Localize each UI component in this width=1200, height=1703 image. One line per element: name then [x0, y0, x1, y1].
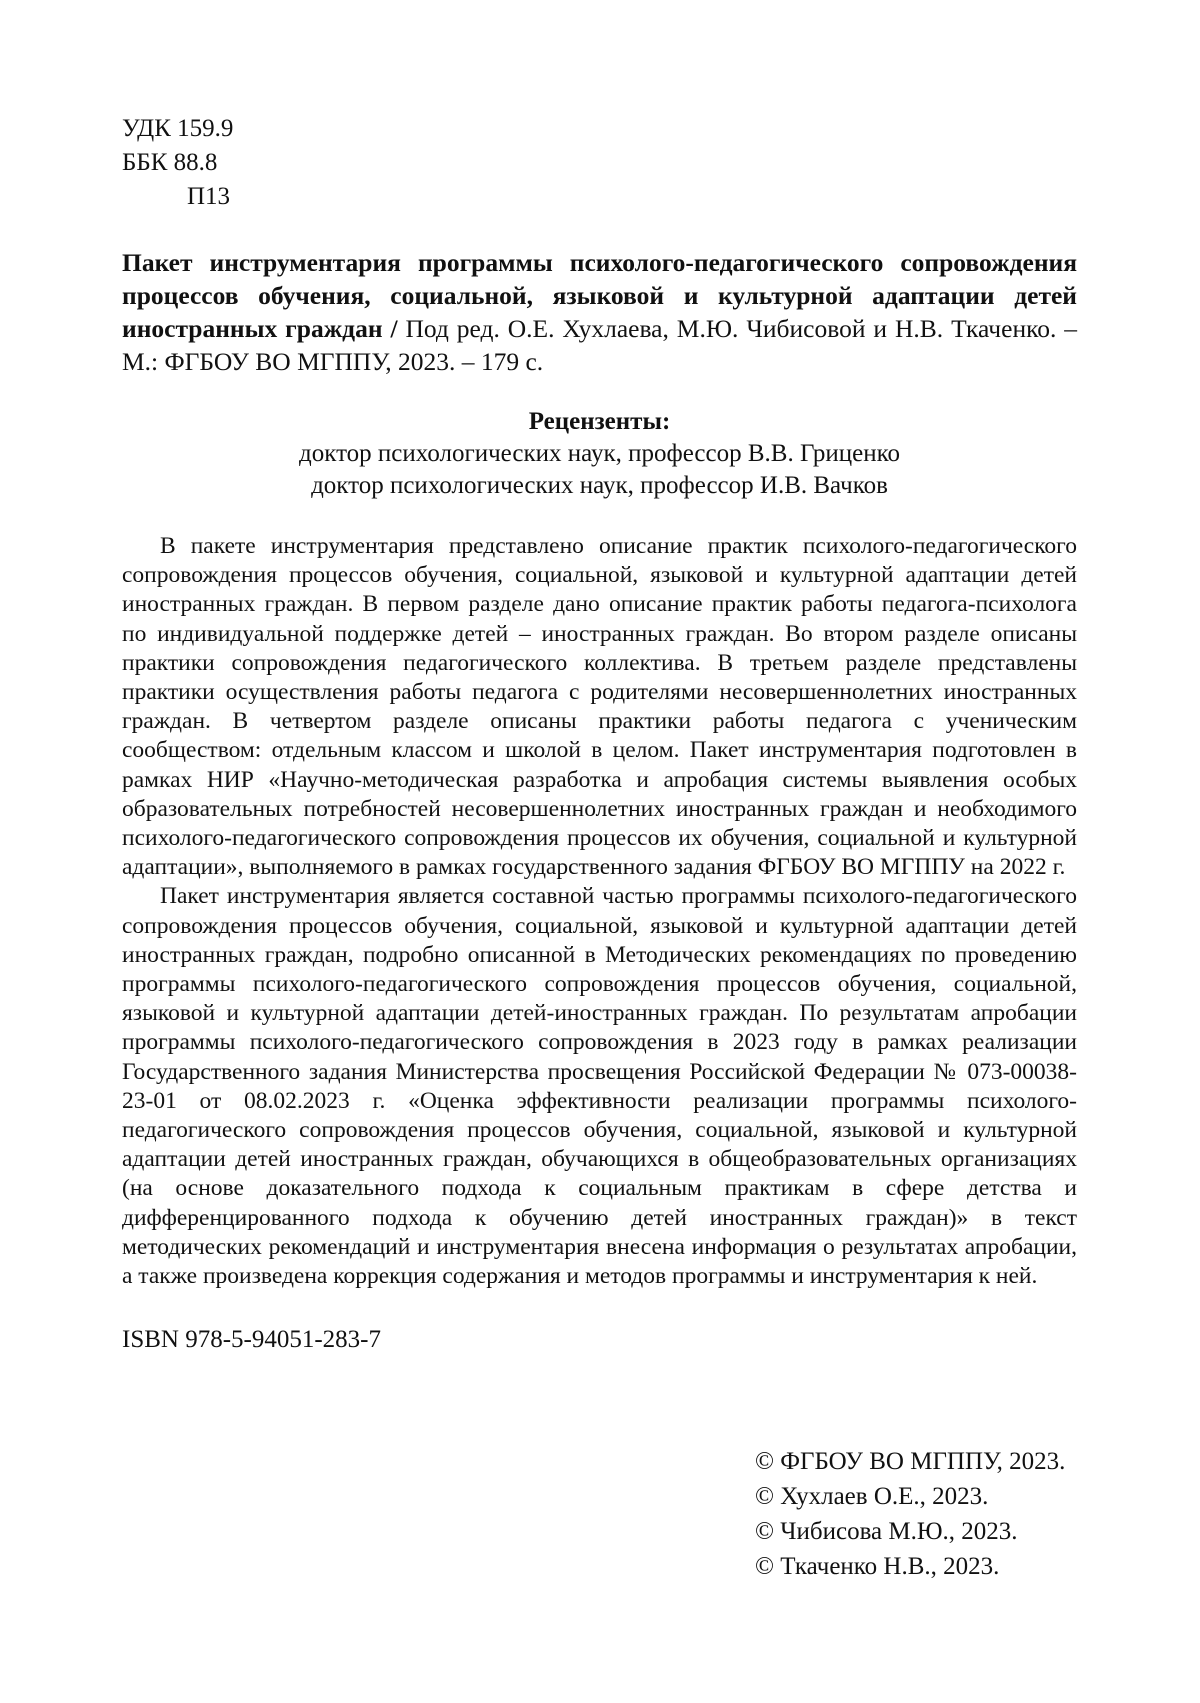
reviewers-block — [122, 406, 1077, 502]
title-page-verso — [122, 112, 1077, 1357]
bibliographic-description — [122, 246, 1077, 378]
copyright-line: © ФГБОУ ВО МГППУ, 2023. — [755, 1448, 1066, 1475]
abstract-paragraph: В пакете инструментария представлено описание практик психолого-педагогического сопровождения процессов обучения, социальной, языковой и культурной адаптации детей иностранных граждан. В первом разделе дано описание практик работы педагога-психолога по индивидуальной поддержке детей – иностранных граждан. Во втором разделе описаны практики сопровождения педагогического коллектива. В третьем разделе представлены практики осуществления работы педагога с родителями несовершеннолетних иностранных граждан. В четвертом разделе описаны практики работы педагога с ученическим сообществом: отдельным классом и школой в целом. Пакет инструментария подготовлен в рамках НИР «Научно-методическая разработка и апробация системы выявления особых образовательных потребностей несовершеннолетних иностранных граждан и необходимого психолого-педагогического сопровождения процессов их обучения, социальной и культурной адаптации», выполняемого в рамках государственного задания ФГБОУ ВО МГППУ на 2022 г. — [122, 533, 1077, 881]
bbk-code: ББК 88.8 — [122, 149, 218, 176]
reviewers-heading: Рецензенты: — [528, 408, 671, 435]
book-title: Пакет инструментария программы психолого-педагогического сопровождения процессов обучения, социальной, языковой и культурной адаптации детей иностранных граждан / — [122, 248, 1077, 343]
author-mark: П13 — [187, 183, 231, 210]
isbn: ISBN 978-5-94051-283-7 — [122, 1326, 382, 1354]
copyright-line: © Хухлаев О.Е., 2023. — [755, 1483, 989, 1510]
reviewer-item: доктор психологических наук, профессор В.В. Гриценко — [299, 440, 900, 467]
reviewer-item: доктор психологических наук, профессор И.В. Вачков — [311, 472, 888, 499]
publication-details: Под ред. О.Е. Хухлаева, М.Ю. Чибисовой и Н.В. Ткаченко. – М.: ФГБОУ ВО МГППУ, 2023. – 179 с. — [122, 314, 1077, 376]
classification-codes — [122, 112, 1077, 214]
abstract — [122, 532, 1077, 1291]
copyright-block — [755, 1444, 1065, 1584]
copyright-line: © Ткаченко Н.В., 2023. — [755, 1553, 1000, 1580]
copyright-line: © Чибисова М.Ю., 2023. — [755, 1518, 1018, 1545]
abstract-paragraph: Пакет инструментария является составной частью программы психолого-педагогического сопровождения процессов обучения, социальной, языковой и культурной адаптации детей иностранных граждан, подробно описанной в Методических рекомендациях по проведению программы психолого-педагогического сопровождения процессов обучения, социальной, языковой и культурной адаптации детей-иностранных граждан. По результатам апробации программы психолого-педагогического сопровождения в 2023 году в рамках реализации Государственного задания Министерства просвещения Российской Федерации № 073-00038-23-01 от 08.02.2023 г. «Оценка эффективности реализации программы психолого-педагогического сопровождения процессов обучения, социальной, языковой и культурной адаптации детей иностранных граждан, обучающихся в общеобразовательных организациях (на основе доказательного подхода к социальным практикам в сфере детства и дифференцированного подхода к обучению детей иностранных граждан)» в текст методических рекомендаций и инструментария внесена информация о результатах апробации, а также произведена коррекция содержания и методов программы и инструментария к ней. — [122, 883, 1077, 1290]
udk-code: УДК 159.9 — [122, 115, 234, 142]
